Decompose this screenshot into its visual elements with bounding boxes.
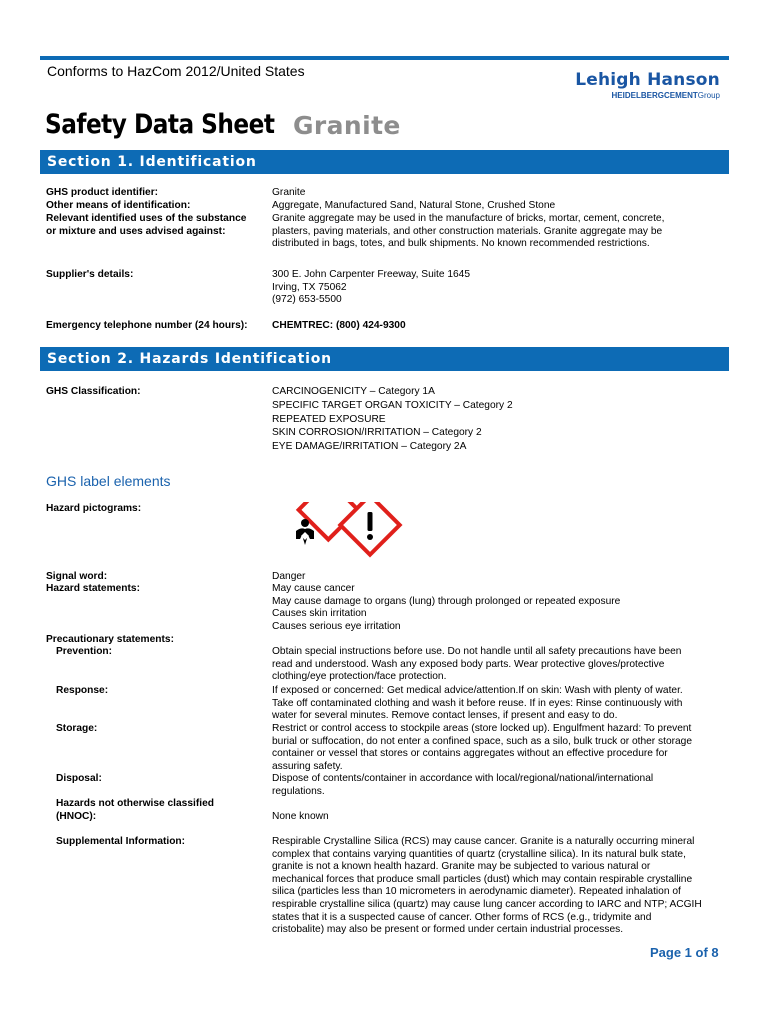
uses-label: Relevant identified uses of the substance or mixture and uses advised against: (46, 213, 247, 237)
classification-item: SKIN CORROSION/IRRITATION – Category 2 (272, 427, 482, 439)
supplier-details: 300 E. John Carpenter Freeway, Suite 1645 Irving, TX 75062 (972) 653-5500 (272, 269, 471, 306)
uses-value: Granite aggregate may be used in the manufacture of bricks, mortar, cement, concrete, plasters, paving materials, and other construction materials. Granite aggregate may be distributed in bags, totes, and bulk shipments. No known recommended restrictions. (272, 213, 665, 250)
storage-label: Storage: (56, 723, 98, 734)
prevention-label: Prevention: (56, 646, 113, 657)
response-label: Response: (56, 685, 109, 696)
other-means-value: Aggregate, Manufactured Sand, Natural Stone, Crushed Stone (272, 200, 556, 211)
classification-item: CARCINOGENICITY – Category 1A (272, 386, 435, 397)
ghs-product-label: GHS product identifier: (46, 187, 159, 198)
storage-text: Restrict or control access to stockpile areas (store locked up). Engulfment hazard: To prevent burial or suffocation, do not enter a confined space, such as a silo, bulk truck or other storage container or vessel that stores or contains aggregates without an effective procedure for assuring safety. (272, 723, 693, 772)
health-hazard-icon (272, 502, 407, 566)
signal-word-value: Danger (272, 571, 306, 582)
document-title (45, 109, 401, 140)
emergency-label: Emergency telephone number (24 hours): (46, 320, 248, 331)
page-number: Page 1 of 8 (650, 945, 719, 960)
signal-word-label: Signal word: (46, 571, 108, 582)
hazard-pictograms (272, 502, 407, 566)
company-logo (560, 70, 720, 100)
conformance-note: Conforms to HazCom 2012/United States (47, 63, 305, 79)
precautionary-label: Precautionary statements: (46, 634, 174, 645)
hazard-statement: Causes skin irritation (272, 608, 367, 620)
hnoc-value: None known (272, 811, 329, 822)
title-product: Granite (293, 111, 401, 140)
other-means-label: Other means of identification: (46, 200, 191, 211)
hazard-statement: May cause cancer (272, 583, 355, 594)
pictograms-label: Hazard pictograms: (46, 503, 142, 514)
supplemental-text: Respirable Crystalline Silica (RCS) may cause cancer. Granite is a naturally occurring mineral complex that contains varying quantities of quartz (crystalline silica). In its natural bulk state, granite is not a known health hazard. Granite may be subjected to various natural or mechanical forces that produce small particles (dust) which may contain respirable crystalline silica (particles less than 10 micrometers in aerodynamic diameter). Repeated inhalation of respirable crystalline silica (quartz) may cause lung cancer according to IARC and NTP; ACGIH states that it is a suspected cause of cancer. Other forms of RCS (e.g., tridymite and cristobalite) may also be present or formed under certain industrial processes. (272, 836, 702, 936)
ghs-classification-label: GHS Classification: (46, 386, 141, 397)
section-2-heading: Section 2. Hazards Identification (40, 347, 729, 371)
ghs-label-elements-heading: GHS label elements (46, 473, 171, 489)
disposal-text: Dispose of contents/container in accordance with local/regional/national/international regulations. (272, 773, 654, 797)
hazard-statement: Causes serious eye irritation (272, 620, 401, 632)
logo-wordmark: Lehigh Hanson (575, 70, 720, 90)
hnoc-label: Hazards not otherwise classified (HNOC): (56, 798, 214, 822)
response-text: If exposed or concerned: Get medical advice/attention.If on skin: Wash with plenty of water. Take off contaminated clothing and wash it before reuse. If in eyes: Rinse continuously with water for several minutes. Remove contact lenses, if present and easy to do. (272, 685, 683, 722)
header-rule (40, 56, 729, 60)
ghs-classification-list (272, 385, 722, 454)
classification-item: EYE DAMAGE/IRRITATION – Category 2A (272, 441, 467, 453)
hazard-statements-label: Hazard statements: (46, 583, 140, 594)
hazard-statements-list (272, 583, 722, 633)
title-main: Safety Data Sheet (45, 109, 275, 140)
disposal-label: Disposal: (56, 773, 102, 784)
logo-tagline: HEIDELBERGCEMENTGroup (611, 91, 720, 100)
supplemental-label: Supplemental Information: (56, 836, 186, 847)
emergency-phone: CHEMTREC: (800) 424-9300 (272, 320, 406, 331)
hazard-statement: May cause damage to organs (lung) through prolonged or repeated exposure (272, 595, 621, 607)
supplier-label: Supplier's details: (46, 269, 134, 280)
ghs-product-value: Granite (272, 187, 306, 198)
classification-item: REPEATED EXPOSURE (272, 413, 386, 425)
classification-item: SPECIFIC TARGET ORGAN TOXICITY – Category 2 (272, 399, 513, 411)
prevention-text: Obtain special instructions before use. Do not handle until all safety precautions have been read and understood. Wash any exposed body parts. Wear protective gloves/protective clothing/eye protection/face protection. (272, 646, 682, 683)
section-1-heading: Section 1. Identification (40, 150, 729, 174)
